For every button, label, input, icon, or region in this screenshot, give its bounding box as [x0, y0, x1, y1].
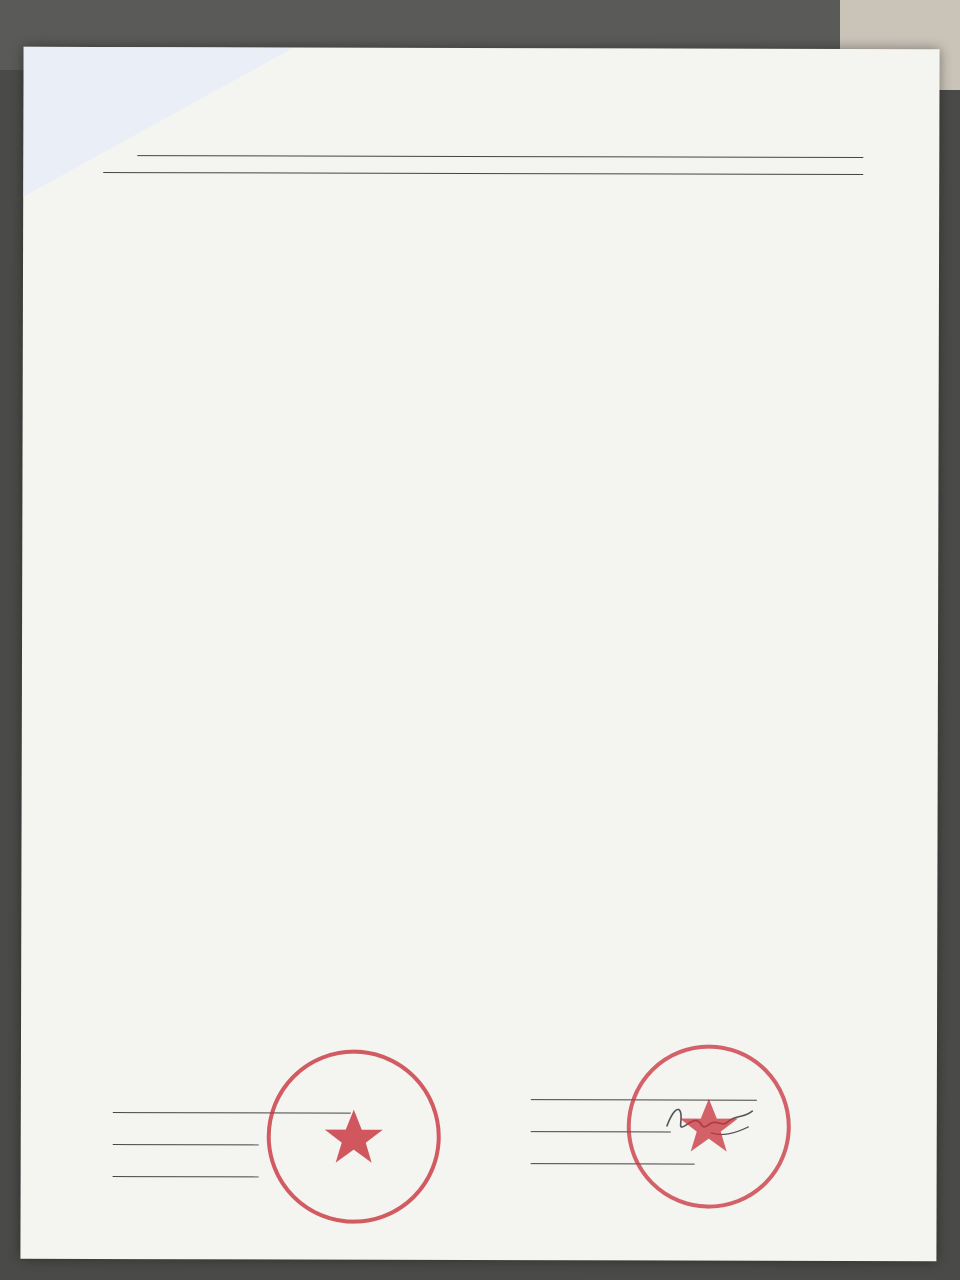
paper-corner-flap	[23, 47, 293, 198]
party-b-company-seal	[621, 1038, 797, 1214]
manager-row	[113, 1163, 259, 1177]
manager-signature	[113, 1176, 259, 1177]
advisor-row	[113, 1131, 259, 1145]
advisor-signature	[113, 1144, 259, 1145]
party-a-company-seal	[258, 1041, 448, 1231]
contract-page	[20, 47, 939, 1261]
